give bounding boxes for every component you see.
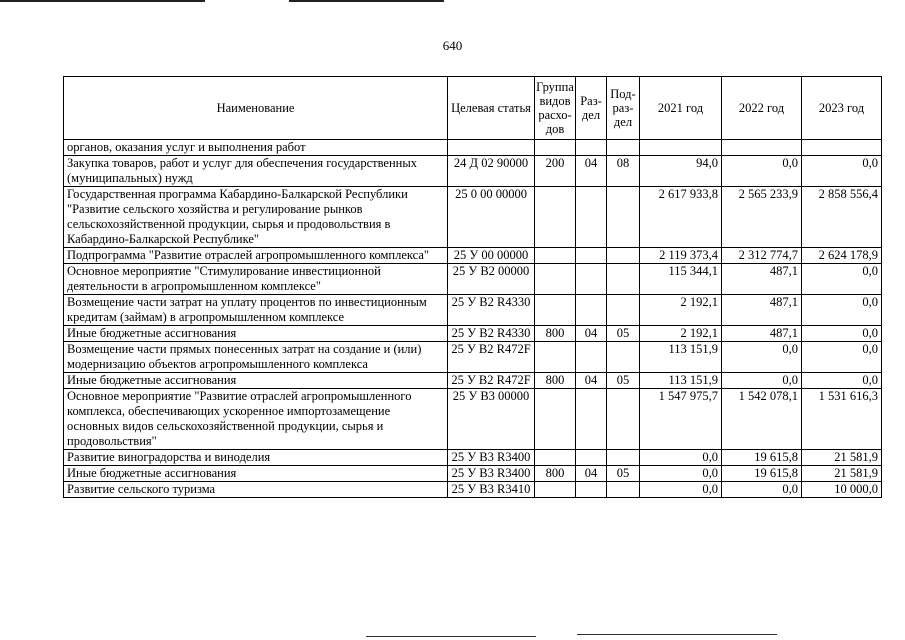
row-2021: 115 344,1	[640, 264, 722, 295]
row-subsection	[607, 342, 640, 373]
row-2022: 2 565 233,9	[722, 187, 802, 248]
row-name: Подпрограмма "Развитие отраслей агропромышленного комплекса"	[64, 248, 448, 264]
table-row	[64, 482, 882, 498]
row-target: 24 Д 02 90000	[448, 156, 535, 187]
row-subsection	[607, 482, 640, 498]
table-row	[64, 264, 882, 295]
row-section	[576, 264, 607, 295]
row-group	[535, 450, 576, 466]
page-number: 640	[442, 38, 463, 53]
row-group: 200	[535, 156, 576, 187]
row-2022	[722, 140, 802, 156]
row-name: Государственная программа Кабардино-Балкарской Республики "Развитие сельского хозяйства и регулирование рынков сельскохозяйственной продукции, сырья и продовольствия в Кабардино-Балкарской Республике"	[64, 187, 448, 248]
row-section: 04	[576, 326, 607, 342]
row-2021: 0,0	[640, 450, 722, 466]
row-2021: 2 119 373,4	[640, 248, 722, 264]
row-section	[576, 389, 607, 450]
row-section	[576, 342, 607, 373]
row-2022: 19 615,8	[722, 450, 802, 466]
row-group	[535, 140, 576, 156]
row-name: органов, оказания услуг и выполнения работ	[64, 140, 448, 156]
scan-line-top-left	[0, 0, 205, 2]
row-2021: 94,0	[640, 156, 722, 187]
row-subsection	[607, 295, 640, 326]
row-subsection	[607, 248, 640, 264]
row-2022: 19 615,8	[722, 466, 802, 482]
scan-line-bottom-middle	[366, 636, 536, 637]
row-2023: 2 624 178,9	[802, 248, 882, 264]
row-2023: 0,0	[802, 156, 882, 187]
row-name: Возмещение части прямых понесенных затрат на создание и (или) модернизацию объектов агропромышленного комплекса	[64, 342, 448, 373]
row-2023: 0,0	[802, 342, 882, 373]
row-group: 800	[535, 466, 576, 482]
row-2023: 0,0	[802, 326, 882, 342]
row-subsection	[607, 140, 640, 156]
row-group	[535, 389, 576, 450]
row-target: 25 У В2 R4330	[448, 295, 535, 326]
row-subsection	[607, 187, 640, 248]
table-row	[64, 389, 882, 450]
table-header-row	[64, 77, 882, 140]
row-group	[535, 295, 576, 326]
row-2021: 113 151,9	[640, 373, 722, 389]
scan-line-bottom-right	[577, 634, 777, 635]
row-section	[576, 140, 607, 156]
row-2022: 0,0	[722, 373, 802, 389]
row-subsection: 05	[607, 326, 640, 342]
budget-table	[63, 76, 882, 498]
table-row	[64, 156, 882, 187]
table-row	[64, 450, 882, 466]
row-section	[576, 295, 607, 326]
row-group	[535, 482, 576, 498]
row-2022: 0,0	[722, 482, 802, 498]
row-name: Иные бюджетные ассигнования	[64, 466, 448, 482]
row-2023: 0,0	[802, 373, 882, 389]
row-section	[576, 248, 607, 264]
row-2021: 0,0	[640, 466, 722, 482]
header-2023: 2023 год	[802, 77, 882, 140]
row-name: Развитие сельского туризма	[64, 482, 448, 498]
row-target: 25 У В2 R4330	[448, 326, 535, 342]
row-target: 25 У В3 R3410	[448, 482, 535, 498]
row-section: 04	[576, 373, 607, 389]
row-2022: 487,1	[722, 295, 802, 326]
row-2021: 2 192,1	[640, 326, 722, 342]
row-2023: 1 531 616,3	[802, 389, 882, 450]
row-subsection: 05	[607, 466, 640, 482]
header-2022: 2022 год	[722, 77, 802, 140]
row-group	[535, 248, 576, 264]
row-target: 25 У В2 R472F	[448, 342, 535, 373]
row-2022: 487,1	[722, 326, 802, 342]
table-row	[64, 295, 882, 326]
row-2021: 113 151,9	[640, 342, 722, 373]
row-2023: 10 000,0	[802, 482, 882, 498]
row-subsection	[607, 389, 640, 450]
row-group: 800	[535, 326, 576, 342]
row-2023: 0,0	[802, 295, 882, 326]
row-section	[576, 482, 607, 498]
row-section: 04	[576, 466, 607, 482]
row-2022: 2 312 774,7	[722, 248, 802, 264]
row-name: Развитие виноградорства и виноделия	[64, 450, 448, 466]
row-subsection	[607, 264, 640, 295]
row-subsection: 08	[607, 156, 640, 187]
table-row	[64, 466, 882, 482]
row-target: 25 У В3 R3400	[448, 450, 535, 466]
scan-line-top-right	[289, 0, 444, 2]
row-2021: 1 547 975,7	[640, 389, 722, 450]
row-name: Основное мероприятие "Развитие отраслей агропромышленного комплекса, обеспечивающих ускоренное импортозамещение основных видов сельскохозяйственной продукции, сырья и продовольствия"	[64, 389, 448, 450]
row-name: Закупка товаров, работ и услуг для обеспечения государственных (муниципальных) нужд	[64, 156, 448, 187]
row-target: 25 У В3 00000	[448, 389, 535, 450]
row-subsection: 05	[607, 373, 640, 389]
row-section	[576, 187, 607, 248]
header-name: Наименование	[64, 77, 448, 140]
row-target: 25 У 00 00000	[448, 248, 535, 264]
row-2021: 2 617 933,8	[640, 187, 722, 248]
row-target: 25 0 00 00000	[448, 187, 535, 248]
row-2022: 487,1	[722, 264, 802, 295]
row-group	[535, 264, 576, 295]
row-2022: 0,0	[722, 156, 802, 187]
table-row	[64, 373, 882, 389]
header-target: Целевая статья	[448, 77, 535, 140]
table-row	[64, 248, 882, 264]
row-target: 25 У В2 00000	[448, 264, 535, 295]
row-section	[576, 450, 607, 466]
row-group: 800	[535, 373, 576, 389]
row-section: 04	[576, 156, 607, 187]
row-2023: 21 581,9	[802, 450, 882, 466]
row-2021	[640, 140, 722, 156]
row-target: 25 У В3 R3400	[448, 466, 535, 482]
row-name: Возмещение части затрат на уплату процентов по инвестиционным кредитам (займам) в агропромышленном комплексе	[64, 295, 448, 326]
row-group	[535, 187, 576, 248]
row-2022: 1 542 078,1	[722, 389, 802, 450]
table-row	[64, 342, 882, 373]
row-2021: 2 192,1	[640, 295, 722, 326]
header-section: Раз-дел	[576, 77, 607, 140]
row-target: 25 У В2 R472F	[448, 373, 535, 389]
table-row	[64, 187, 882, 248]
table-row	[64, 326, 882, 342]
row-2021: 0,0	[640, 482, 722, 498]
row-2023: 2 858 556,4	[802, 187, 882, 248]
header-subsection: Под-раз-дел	[607, 77, 640, 140]
row-2023: 21 581,9	[802, 466, 882, 482]
row-subsection	[607, 450, 640, 466]
row-2023	[802, 140, 882, 156]
row-2022: 0,0	[722, 342, 802, 373]
row-name: Иные бюджетные ассигнования	[64, 326, 448, 342]
row-2023: 0,0	[802, 264, 882, 295]
header-2021: 2021 год	[640, 77, 722, 140]
row-group	[535, 342, 576, 373]
row-name: Иные бюджетные ассигнования	[64, 373, 448, 389]
header-group: Группа видов расхо-дов	[535, 77, 576, 140]
row-target	[448, 140, 535, 156]
table-row	[64, 140, 882, 156]
row-name: Основное мероприятие "Стимулирование инвестиционной деятельности в агропромышленном комплексе"	[64, 264, 448, 295]
